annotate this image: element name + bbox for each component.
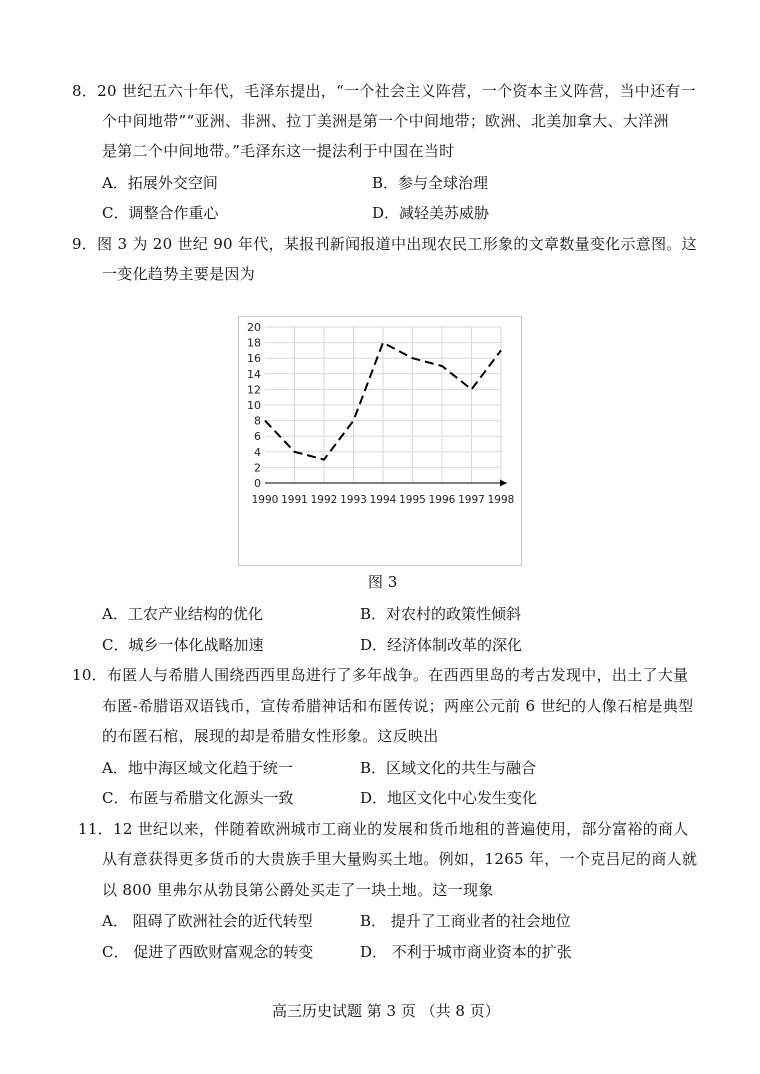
- q10-stem-line-1: 10．布匿人与希腊人围绕西西里岛进行了多年战争。在西西里岛的考古发现中，出土了大量: [72, 666, 689, 684]
- y-tick-label: 6: [254, 430, 261, 444]
- q9-option-d: D．经济体制改革的深化: [360, 636, 523, 654]
- q8-option-b: B．参与全球治理: [372, 174, 489, 192]
- q10-option-b: B．区域文化的共生与融合: [360, 759, 537, 777]
- q11-option-b: B． 提升了工商业者的社会地位: [360, 912, 571, 930]
- q10-option-c: C．布匿与希腊文化源头一致: [102, 789, 294, 807]
- y-tick-label: 4: [254, 445, 261, 459]
- x-tick-label: 1994: [369, 494, 397, 506]
- x-tick-label: 1990: [251, 494, 279, 506]
- q8-option-a: A．拓展外交空间: [102, 174, 218, 192]
- q9-stem-line-1: 9．图 3 为 20 世纪 90 年代，某报刊新闻报道中出现农民工形象的文章数量变化示意图。这: [72, 235, 697, 253]
- q10-option-a: A．地中海区域文化趋于统一: [102, 759, 293, 777]
- y-tick-label: 10: [247, 399, 261, 412]
- y-tick-label: 18: [247, 336, 261, 350]
- x-tick-label: 1992: [310, 494, 338, 506]
- figure-caption: 图 3: [368, 573, 398, 591]
- q10-option-d: D．地区文化中心发生变化: [360, 789, 538, 807]
- y-tick-label: 20: [247, 321, 261, 334]
- y-tick-label: 14: [247, 367, 261, 381]
- q9-stem-line-2: 一变化趋势主要是因为: [102, 265, 256, 283]
- x-tick-label: 1995: [399, 494, 426, 506]
- q8-stem-line-1: 8．20 世纪五六十年代，毛泽东提出，“一个社会主义阵营，一个资本主义阵营，当中还有一: [72, 82, 696, 100]
- page-footer: 高三历史试题 第 3 页 （共 8 页）: [272, 1002, 500, 1020]
- q11-option-c: C． 促进了西欧财富观念的转变: [102, 943, 314, 961]
- q9-option-c: C．城乡一体化战略加速: [102, 636, 264, 654]
- x-tick-label: 1996: [428, 494, 456, 506]
- q11-stem-line-1: 11．12 世纪以来，伴随着欧洲城市工商业的发展和货币地租的普遍使用，部分富裕的商人: [78, 820, 689, 838]
- q8-stem-line-3: 是第二个中间地带。”毛泽东这一提法利于中国在当时: [102, 142, 455, 160]
- y-tick-label: 12: [247, 383, 261, 397]
- x-tick-label: 1998: [487, 494, 515, 506]
- q11-stem-line-3: 以 800 里弗尔从勃艮第公爵处买走了一块土地。这一现象: [102, 881, 494, 899]
- q8-option-c: C．调整合作重心: [102, 204, 219, 222]
- q11-option-a: A． 阻碍了欧洲社会的近代转型: [102, 912, 313, 930]
- y-tick-label: 2: [254, 461, 261, 475]
- x-tick-label: 1997: [458, 494, 485, 506]
- q8-option-d: D．减轻美苏威胁: [372, 204, 490, 222]
- q9-option-b: B．对农村的政策性倾斜: [360, 605, 522, 623]
- q10-stem-line-2: 布匿-希腊语双语钱币，宣传希腊神话和布匿传说；两座公元前 6 世纪的人像石棺是典型: [102, 697, 694, 715]
- q8-stem-line-2: 个中间地带”“亚洲、非洲、拉丁美洲是第一个中间地带；欧洲、北美加拿大、大洋洲: [102, 112, 669, 130]
- line-chart-svg: [239, 317, 521, 565]
- y-tick-label: 16: [247, 352, 261, 366]
- y-tick-label: 8: [254, 414, 261, 428]
- q9-option-a: A．工农产业结构的优化: [102, 605, 263, 623]
- x-tick-label: 1991: [281, 494, 308, 506]
- x-axis-arrow: [500, 480, 507, 487]
- q10-stem-line-3: 的布匿石棺，展现的却是希腊女性形象。这反映出: [102, 727, 439, 745]
- x-tick-label: 1993: [340, 494, 367, 506]
- y-tick-label: 0: [254, 477, 261, 490]
- q11-option-d: D． 不利于城市商业资本的扩张: [360, 943, 572, 961]
- figure-3-chart: [238, 316, 522, 566]
- q11-stem-line-2: 从有意获得更多货币的大贵族手里大量购买土地。例如，1265 年，一个克吕尼的商人就: [102, 850, 698, 868]
